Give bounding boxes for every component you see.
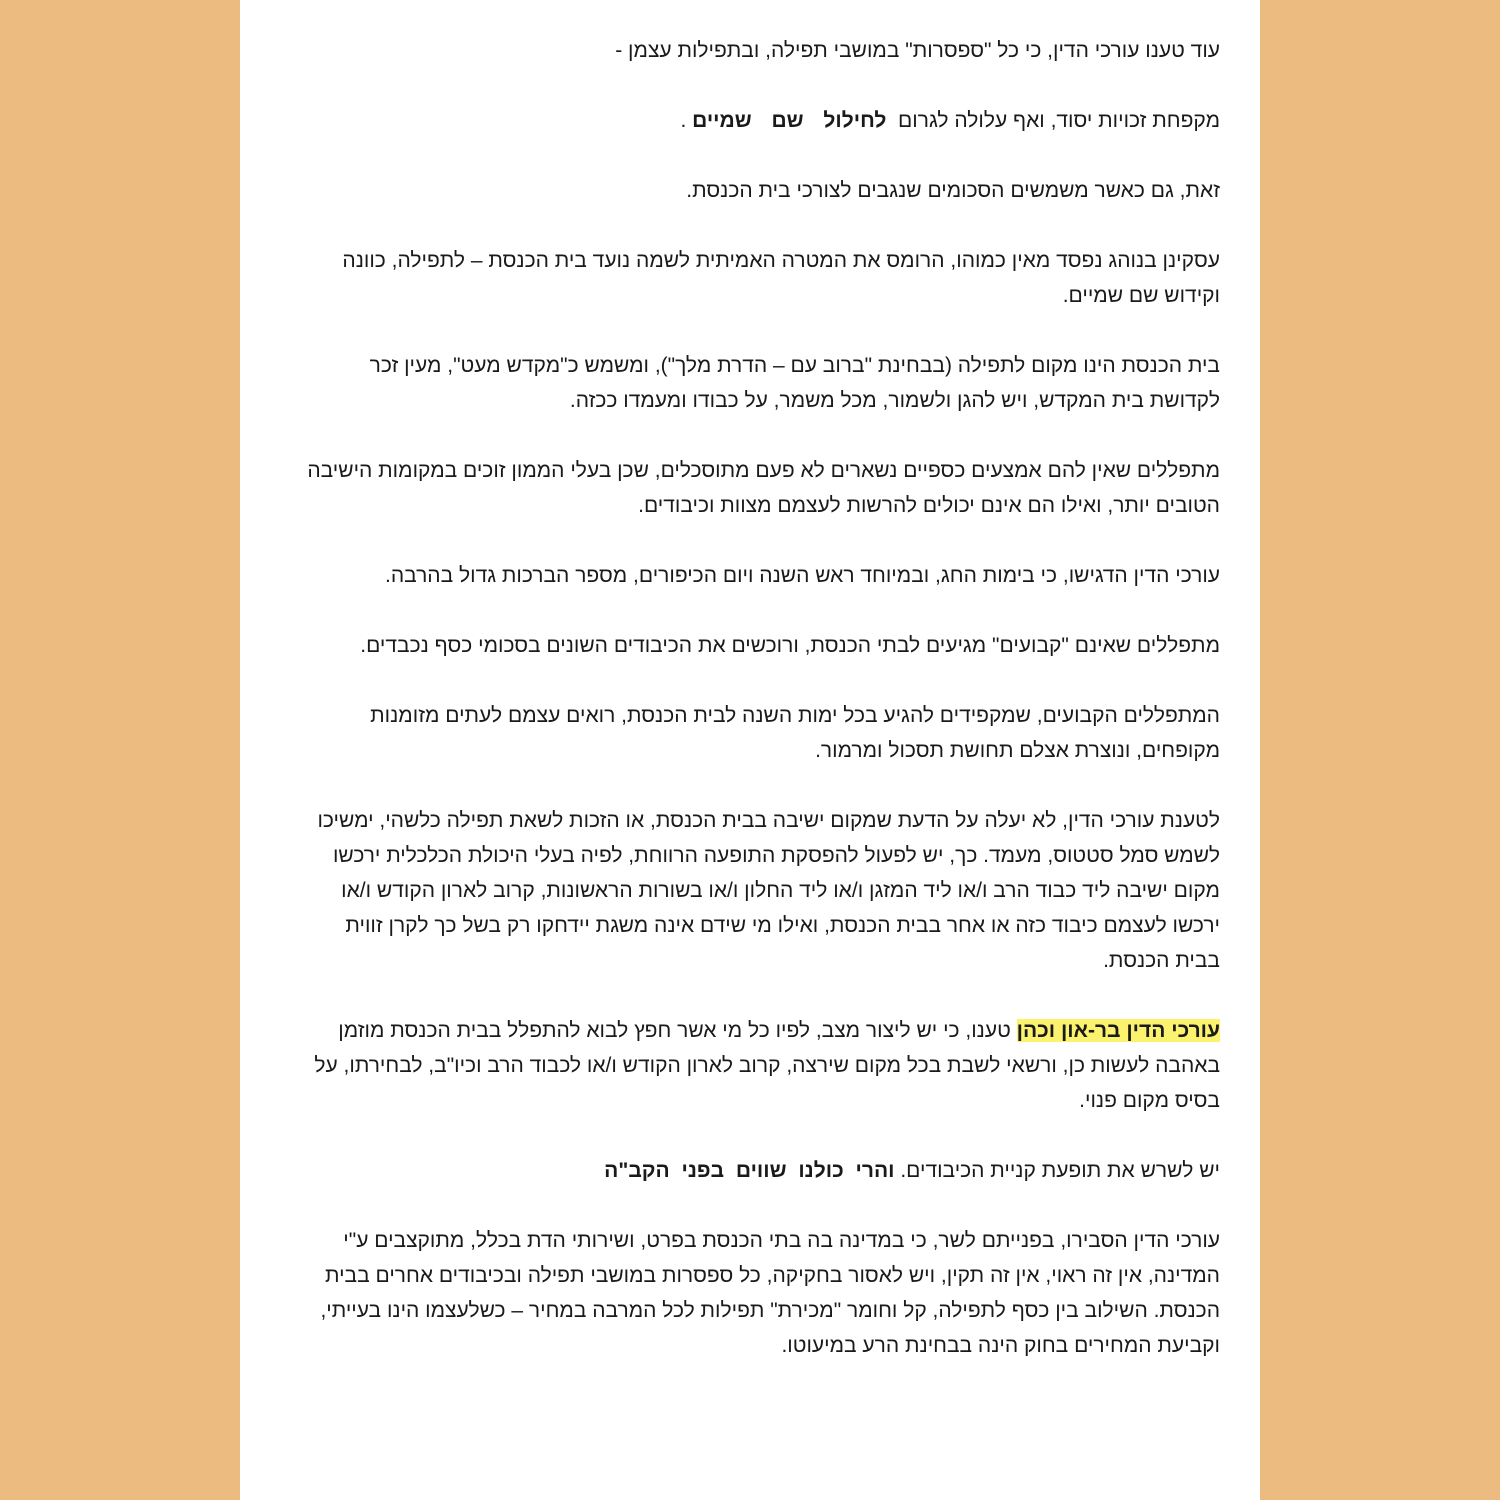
paragraph-text: מקפחת זכויות יסוד, ואף עלולה לגרום: [898, 109, 1220, 132]
paragraph: מתפללים שאין להם אמצעים כספיים נשארים לא פעם מתוסכלים, שכן בעלי הממון זוכים במקומות הישיבה הטובים יותר, ואילו הם אינם יכולים להרשות לעצמם מצוות וכיבודים.: [307, 459, 1220, 517]
bold-phrase: והרי כולנו שווים בפני הקב"ה: [604, 1159, 895, 1182]
paragraph-text: טענו, כי יש ליצור מצב, לפיו כל מי אשר חפץ לבוא להתפלל בבית הכנסת מוזמן באהבה לעשות כן, ורשאי לשבת בכל מקום שירצה, קרוב לארון הקודש ו/או לכבוד הרב וכיו"ב, לבחירתו, על בסיס מקום פנוי.: [314, 1019, 1220, 1112]
trailing-period: .: [680, 109, 693, 132]
paragraph: לטענת עורכי הדין, לא יעלה על הדעת שמקום ישיבה בבית הכנסת, או הזכות לשאת תפילה כלשהי, ימשיכו לשמש סמל סטטוס, מעמד. כך, יש לפעול להפסקת התופעה הרווחת, לפיה בעלי היכולת הכלכלית ירכשו מקום ישיבה ליד כבוד הרב ו/או ליד המזגן ו/או ליד החלון ו/או בשורות הראשונות, קרוב לארון הקודש ו/או ירכשו לעצמם כיבוד כזה או אחר בבית הכנסת, ואילו מי שידם אינה משגת יידחקו רק בשל כך לקרן זווית בבית הכנסת.: [317, 809, 1220, 972]
paragraph: זאת, גם כאשר משמשים הסכומים שנגבים לצורכי בית הכנסת.: [686, 179, 1220, 202]
paragraph: [300, 103, 1220, 138]
paragraph-text: יש לשרש את תופעת קניית הכיבודים.: [900, 1159, 1220, 1182]
paragraph: עורכי הדין הדגישו, כי בימות החג, ובמיוחד ראש השנה ויום הכיפורים, מספר הברכות גדול בהרבה.: [384, 564, 1220, 587]
bold-phrase: לחילול שם שמיים: [692, 109, 887, 132]
document-body: [300, 33, 1220, 1398]
highlighted-phrase: עורכי הדין בר-און וכהן: [1016, 1019, 1220, 1042]
document-page: [240, 0, 1260, 1500]
paragraph: המתפללים הקבועים, שמקפידים להגיע בכל ימות השנה לבית הכנסת, רואים עצמם לעתים מזומנות מקופחים, ונוצרת אצלם תחושת תסכול ומרמור.: [370, 704, 1220, 762]
paragraph: עוד טענו עורכי הדין, כי כל "ספסרות" במושבי תפילה, ובתפילות עצמן -: [615, 39, 1220, 62]
paragraph: עורכי הדין הסבירו, בפנייתם לשר, כי במדינה בה בתי הכנסת בפרט, ושירותי הדת בכלל, מתוקצבים ע"י המדינה, אין זה ראוי, אין זה תקין, ויש לאסור בחקיקה, כל ספסרות במושבי תפילה ובכיבודים אחרים בבית הכנסת. השילוב בין כסף לתפילה, קל וחומר "מכירת" תפילות לכל המרבה במחיר – כשלעצמו הינו בעייתי, וקביעת המחירים בחוק הינה בבחינת הרע במיעוטו.: [320, 1229, 1220, 1357]
paragraph: מתפללים שאינם "קבועים" מגיעים לבתי הכנסת, ורוכשים את הכיבודים השונים בסכומי כסף נכבדים.: [360, 634, 1220, 657]
paragraph: [300, 1153, 1220, 1188]
paragraph: [300, 1013, 1220, 1118]
paragraph: בית הכנסת הינו מקום לתפילה (בבחינת "ברוב עם – הדרת מלך"), ומשמש כ"מקדש מעט", מעין זכר לקדושת בית המקדש, ויש להגן ולשמור, מכל משמר, על כבודו ומעמדו ככזה.: [369, 354, 1220, 412]
paragraph: עסקינן בנוהג נפסד מאין כמוהו, הרומס את המטרה האמיתית לשמה נועד בית הכנסת – לתפילה, כוונה וקידוש שם שמיים.: [342, 249, 1220, 307]
